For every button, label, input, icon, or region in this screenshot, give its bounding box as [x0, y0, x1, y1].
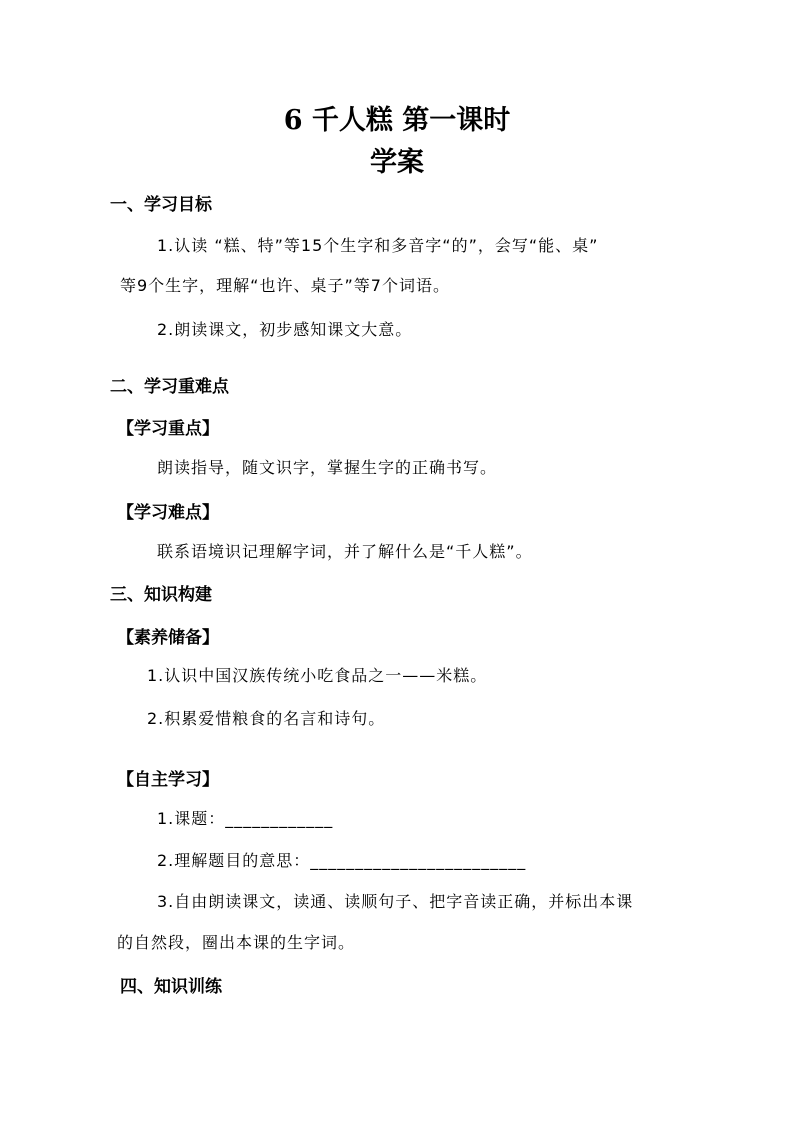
prep-label: 【素养储备】	[117, 628, 219, 648]
section-1-item-1-line-1: 1.认读 “糕、特”等15个生字和多音字“的”，会写“能、桌”	[157, 236, 599, 255]
difficulty-label: 【学习难点】	[117, 503, 219, 523]
prep-item-1: 1.认识中国汉族传统小吃食品之一——米糕。	[147, 666, 488, 685]
section-1-item-2: 2.朗读课文，初步感知课文大意。	[157, 320, 413, 339]
section-4-heading: 四、知识训练	[120, 977, 222, 997]
self-item-3-line-2: 的自然段，圈出本课的生字词。	[117, 933, 356, 952]
document-subtitle: 学案	[370, 147, 424, 178]
section-3-heading: 三、知识构建	[110, 585, 212, 605]
focus-text: 朗读指导，随文识字，掌握生字的正确书写。	[157, 458, 498, 477]
prep-item-2: 2.积累爱惜粮食的名言和诗句。	[147, 709, 386, 728]
self-item-2: 2.理解题目的意思：________________________	[157, 851, 527, 870]
self-study-label: 【自主学习】	[117, 770, 219, 790]
self-item-1: 1.课题：____________	[157, 809, 334, 828]
focus-label: 【学习重点】	[117, 419, 219, 439]
self-item-3-line-1: 3.自由朗读课文，读通、读顺句子、把字音读正确，并标出本课	[157, 892, 634, 911]
section-1-heading: 一、学习目标	[110, 195, 212, 215]
section-2-heading: 二、学习重难点	[110, 377, 229, 397]
difficulty-text: 联系语境识记理解字词，并了解什么是“千人糕”。	[157, 542, 533, 561]
section-1-item-1-line-2: 等9个生字，理解“也许、桌子”等7个词语。	[120, 276, 450, 295]
document-title: 6 千人糕 第一课时	[283, 105, 511, 136]
